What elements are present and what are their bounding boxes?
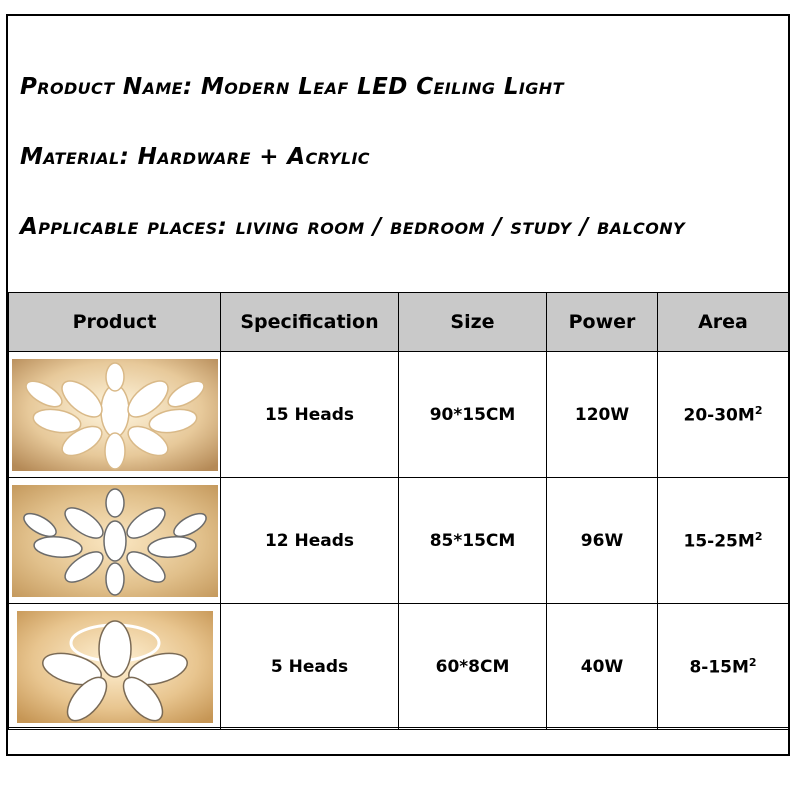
table-row (9, 352, 789, 478)
area-value: 20-30M (683, 405, 755, 426)
size-cell: 60*8CM (399, 604, 547, 730)
size-cell: 90*15CM (399, 352, 547, 478)
places-line: Applicable places: living room / bedroom / study / balcony (20, 214, 685, 240)
header-size: Size (399, 293, 547, 352)
spec-table (8, 292, 789, 730)
product-name-line: Product Name: Modern Leaf LED Ceiling Light (20, 74, 564, 100)
header-product: Product (9, 293, 221, 352)
product-image-cell (9, 352, 221, 478)
product-image-cell (9, 604, 221, 730)
spec-cell: 15 Heads (221, 352, 399, 478)
power-cell: 120W (547, 352, 658, 478)
table-footer-strip (8, 727, 788, 756)
header-power: Power (547, 293, 658, 352)
area-value: 8-15M (689, 657, 749, 678)
size-cell: 85*15CM (399, 478, 547, 604)
leaf-light-12-image (12, 485, 218, 597)
material-line: Material: Hardware + Acrylic (20, 144, 370, 170)
header-area: Area (658, 293, 789, 352)
table-row (9, 604, 789, 730)
power-cell: 96W (547, 478, 658, 604)
header-specification: Specification (221, 293, 399, 352)
area-cell (658, 604, 789, 730)
leaf-light-5-image (17, 611, 213, 723)
area-superscript: 2 (754, 403, 763, 417)
area-cell (658, 478, 789, 604)
leaf-light-15-image (12, 359, 218, 471)
spec-sheet (6, 14, 790, 756)
product-image-cell (9, 478, 221, 604)
area-superscript: 2 (748, 655, 757, 669)
spec-cell: 12 Heads (221, 478, 399, 604)
spec-cell: 5 Heads (221, 604, 399, 730)
table-header-row (9, 293, 789, 352)
table-row (9, 478, 789, 604)
area-value: 15-25M (683, 531, 755, 552)
area-superscript: 2 (754, 529, 763, 543)
area-cell (658, 352, 789, 478)
power-cell: 40W (547, 604, 658, 730)
